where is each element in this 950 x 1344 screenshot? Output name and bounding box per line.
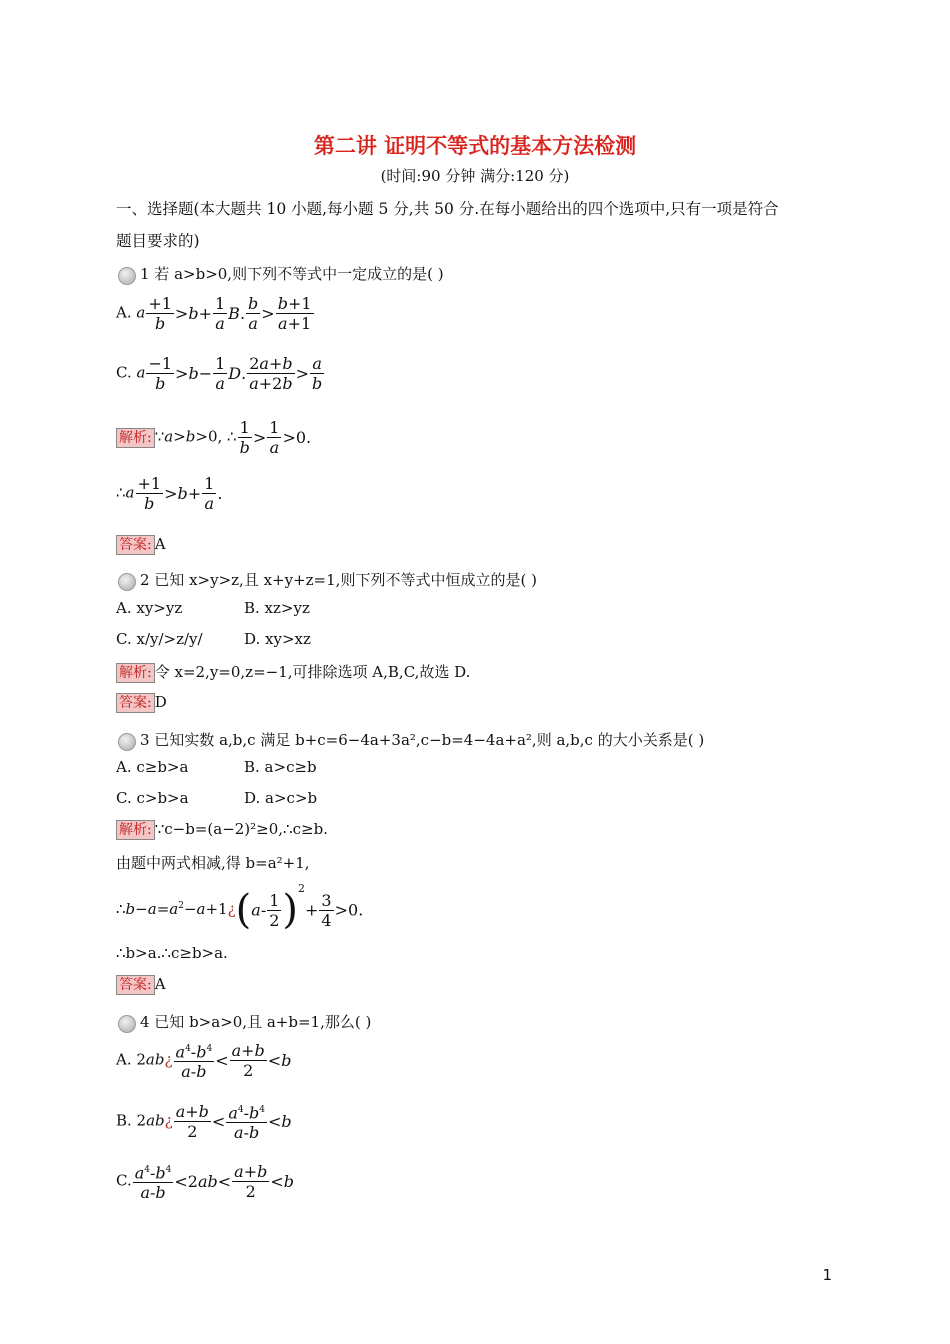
option-b: B. a>c≥b — [244, 758, 317, 776]
question-marker-icon — [116, 1015, 138, 1031]
question-2 — [116, 569, 537, 590]
question-2-answer — [116, 693, 167, 713]
question-2-analysis-text: 令 x=2,y=0,z=−1,可排除选项 A,B,C,故选 D. — [154, 663, 471, 681]
question-marker-icon — [116, 733, 138, 749]
question-3 — [116, 729, 704, 750]
option-c: C. x/y/>z/y/ — [116, 630, 203, 648]
answer-label: 答案: — [116, 535, 155, 555]
question-marker-icon — [116, 573, 138, 589]
question-2-answer-value: D — [154, 693, 167, 711]
analysis-label: 解析: — [116, 663, 155, 683]
option-b: B. xz>yz — [244, 599, 310, 617]
question-3-answer-value: A — [154, 975, 166, 993]
question-3-options-ab — [116, 758, 516, 776]
question-1-analysis: 解析: ∵a>b>0, ∴ $\frac{1}{b}$ > $\frac{1}{a}$ >0. — [116, 418, 311, 457]
section-heading-cont: 题目要求的) — [116, 232, 200, 250]
question-4-option-c: C. $\frac{a^4-b^4}{a-b}$ <2ab< $\frac{a+b}{2}$ <b — [116, 1162, 295, 1203]
question-1-options-ab: A. a $\frac{+1}{b}$ >b+ $\frac{1}{a}$ B. $\frac{b}{a}$ > $\frac{b+1}{a+1}$ — [116, 294, 312, 333]
question-1 — [116, 263, 444, 284]
question-3-analysis-step2: 由题中两式相减,得 b=a²+1, — [116, 854, 310, 872]
page-number: 1 — [822, 1266, 832, 1284]
question-3-answer — [116, 975, 166, 995]
analysis-label: 解析: — [116, 428, 155, 448]
answer-label: 答案: — [116, 975, 155, 995]
option-a: A. c≥b>a — [116, 758, 189, 776]
analysis-label: 解析: — [116, 820, 155, 840]
question-3-stem: 3 已知实数 a,b,c 满足 b+c=6−4a+3a²,c−b=4−4a+a²,则 a,b,c 的大小关系是( ) — [140, 731, 705, 749]
question-4-stem: 4 已知 b>a>0,且 a+b=1,那么( ) — [140, 1013, 372, 1031]
question-4-option-b: B. 2ab¿ $\frac{a+b}{2}$ < $\frac{a^4-b^4}{a-b}$ <b — [116, 1102, 292, 1143]
exam-info: (时间:90 分钟 满分:120 分) — [380, 167, 570, 185]
question-3-analysis-step3: $\therefore b-a=a^2-a+1¿(a-$ $\frac{1}{2}$ )$^2$+ $\frac{3}{4}$ >0. — [116, 882, 364, 933]
option-d: D. a>c>b — [244, 789, 318, 807]
question-1-options-cd: C. a $\frac{-1}{b}$ >b− $\frac{1}{a}$ D. $\frac{2a+b}{a+2b}$ > $\frac{a}{b}$ — [116, 354, 323, 393]
option-c: C. c>b>a — [116, 789, 189, 807]
option-d: D. xy>xz — [244, 630, 311, 648]
answer-label: 答案: — [116, 693, 155, 713]
question-3-options-cd — [116, 789, 516, 807]
question-2-stem: 2 已知 x>y>z,且 x+y+z=1,则下列不等式中恒成立的是( ) — [140, 571, 537, 589]
question-3-analysis-text: ∵c−b=(a−2)²≥0,∴c≥b. — [154, 820, 328, 838]
option-a: A. xy>yz — [116, 599, 183, 617]
question-1-stem: 1 若 a>b>0,则下列不等式中一定成立的是( ) — [140, 265, 444, 283]
question-1-answer — [116, 535, 166, 555]
section-heading: 一、选择题(本大题共 10 小题,每小题 5 分,共 50 分.在每小题给出的四个选项中,只有一项是符合 — [116, 200, 779, 218]
question-1-analysis-step2: ∴a $\frac{+1}{b}$ >b+ $\frac{1}{a}$ . — [116, 474, 223, 513]
question-4 — [116, 1011, 371, 1032]
question-4-option-a: A. 2ab¿ $\frac{a^4-b^4}{a-b}$ < $\frac{a+b}{2}$ <b — [116, 1041, 292, 1082]
question-3-analysis-step4: ∴b>a.∴c≥b>a. — [116, 944, 228, 962]
page-title: 第二讲 证明不等式的基本方法检测 — [313, 133, 637, 158]
question-2-options-ab — [116, 599, 516, 617]
question-1-answer-value: A — [154, 535, 166, 553]
question-2-analysis — [116, 661, 470, 683]
question-2-options-cd — [116, 630, 516, 648]
question-marker-icon — [116, 267, 138, 283]
question-3-analysis — [116, 820, 328, 840]
